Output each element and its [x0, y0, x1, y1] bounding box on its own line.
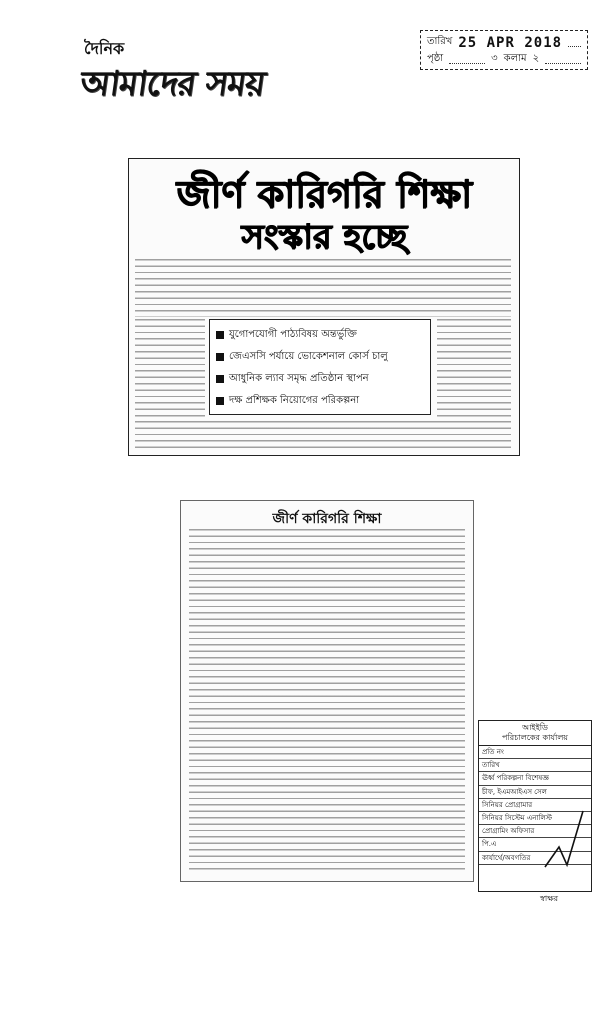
- slip-row: চীফ, ইএমআইএস সেল: [479, 786, 591, 799]
- newspaper-masthead: [77, 36, 310, 106]
- news-clipping-continuation: [180, 500, 474, 882]
- slip-header: [479, 721, 591, 746]
- article-body-text: [135, 421, 511, 451]
- slip-row: সিনিয়র সিস্টেম এনালিস্ট: [479, 812, 591, 825]
- slip-row: পি.এ: [479, 838, 591, 851]
- slip-row: কার্যার্থে/অবগতির: [479, 852, 591, 865]
- bullet-square-icon: [216, 353, 224, 361]
- column-label: কলাম: [503, 53, 527, 64]
- bullet-square-icon: [216, 375, 224, 383]
- highlight-text: আধুনিক ল্যাব সমৃদ্ধ প্রতিষ্ঠান স্থাপন: [229, 372, 369, 384]
- date-label: তারিখ: [427, 36, 453, 47]
- highlight-text: জেএসসি পর্যায়ে ভোকেশনাল কোর্স চালু: [229, 350, 388, 362]
- continuation-headline: জীর্ণ কারিগরি শিক্ষা: [272, 511, 382, 527]
- highlight-text: যুগোপযোগী পাঠ্যবিষয় অন্তর্ভুক্তি: [229, 328, 357, 340]
- slip-footer-label: স্বাক্ষর: [540, 894, 559, 903]
- routing-slip: [478, 720, 592, 892]
- headline-line2: সংস্কার হচ্ছে: [241, 217, 407, 257]
- signature-mark: [539, 807, 587, 877]
- dotted-line: [545, 55, 581, 64]
- highlight-item: [216, 368, 424, 390]
- news-clipping-main: [128, 158, 520, 456]
- slip-header-line1: আইইডি: [522, 723, 548, 732]
- highlight-item: [216, 346, 424, 368]
- bullet-square-icon: [216, 397, 224, 405]
- column-value: ২: [532, 53, 540, 64]
- headline-line1: জীর্ণ কারিগরি শিক্ষা: [176, 171, 472, 216]
- bullet-square-icon: [216, 331, 224, 339]
- slip-header-line2: পরিচালকের কার্যালয়: [502, 733, 568, 742]
- highlight-item: [216, 324, 424, 346]
- article-body-text: [189, 529, 465, 873]
- highlights-box: [209, 319, 431, 415]
- highlight-item: [216, 390, 424, 412]
- slip-row: সিনিয়র প্রোগ্রামার: [479, 799, 591, 812]
- highlight-text: দক্ষ প্রশিক্ষক নিয়োগের পরিকল্পনা: [229, 394, 360, 406]
- slip-row: প্রোগ্রামিং অফিসার: [479, 825, 591, 838]
- page-label: পৃষ্ঠা: [427, 53, 444, 64]
- article-body-text: [135, 319, 205, 419]
- dotted-line: [568, 38, 581, 47]
- slip-row: প্রতি নং: [479, 746, 591, 759]
- stamp-date: 25 APR 2018: [458, 34, 563, 51]
- slip-row: ঊর্ধ্ব পরিকল্পনা বিশেষজ্ঞ: [479, 772, 591, 785]
- page-value: ৩: [491, 53, 498, 64]
- date-stamp: [420, 30, 588, 70]
- masthead-logo: আমাদের সময়: [77, 64, 268, 104]
- slip-row: তারিখ: [479, 759, 591, 772]
- article-body-text: [135, 259, 511, 317]
- article-body-text: [437, 319, 511, 419]
- dotted-line: [449, 55, 485, 64]
- masthead-daily-label: দৈনিক: [84, 39, 125, 58]
